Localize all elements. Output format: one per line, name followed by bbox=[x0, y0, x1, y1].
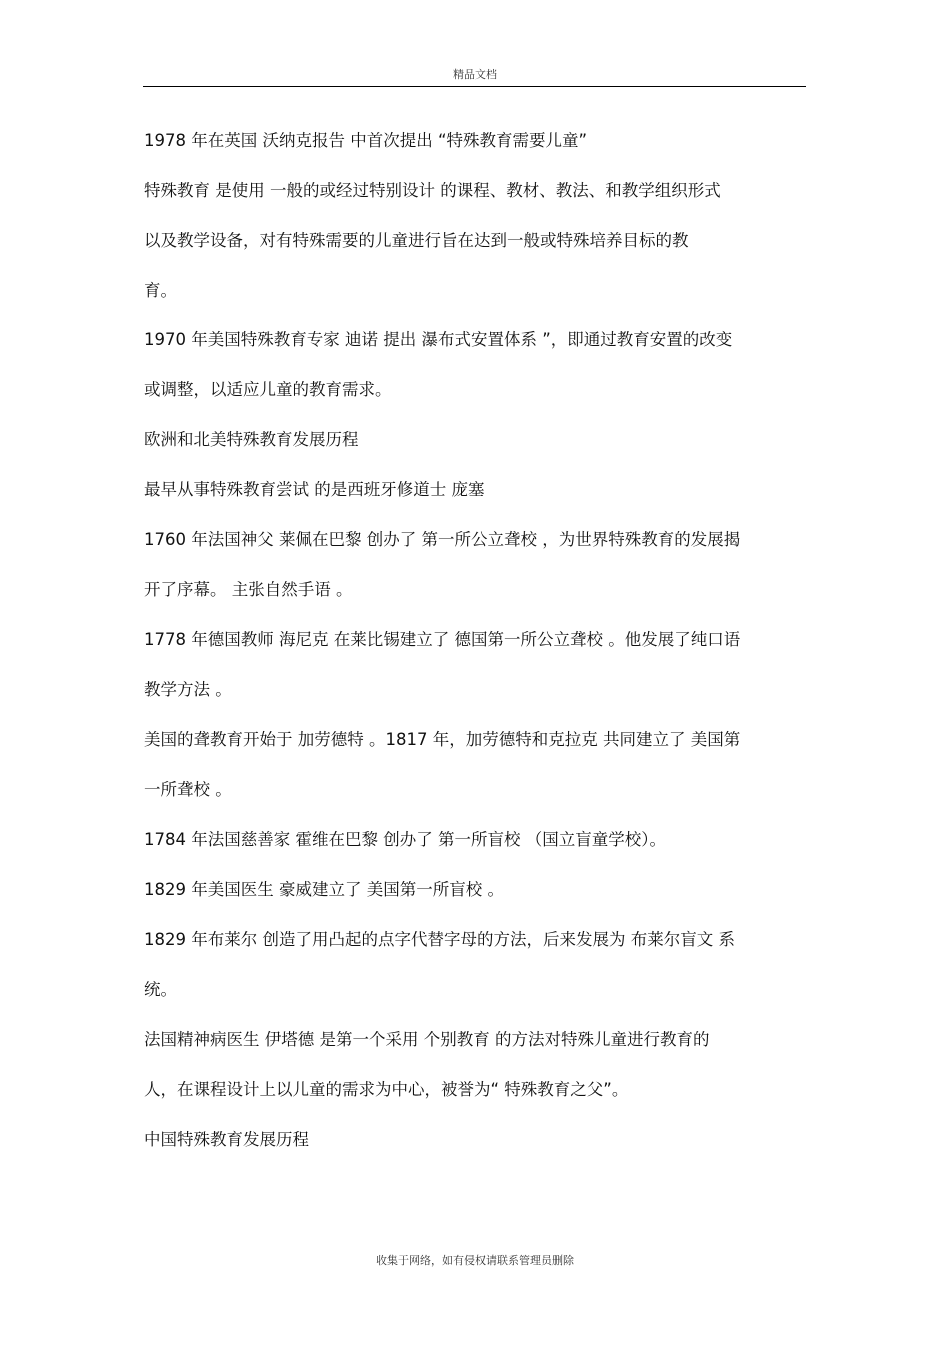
paragraph-line: 法国精神病医生 伊塔德 是第一个采用 个别教育 的方法对特殊儿童进行教育的 bbox=[144, 1030, 710, 1049]
header-divider bbox=[143, 86, 806, 87]
paragraph-line: 人，在课程设计上以儿童的需求为中心，被誉为“ 特殊教育之父”。 bbox=[144, 1080, 629, 1099]
paragraph-line: 以及教学设备，对有特殊需要的儿童进行旨在达到一般或特殊培养目标的教 bbox=[144, 231, 689, 250]
paragraph-line: 1829 年美国医生 豪威建立了 美国第一所盲校 。 bbox=[144, 880, 504, 899]
paragraph-line: 育。 bbox=[144, 281, 177, 300]
paragraph-line: 1784 年法国慈善家 霍维在巴黎 创办了 第一所盲校 （国立盲童学校）。 bbox=[144, 830, 666, 849]
paragraph-line: 特殊教育 是使用 一般的或经过特别设计 的课程、教材、教法、和教学组织形式 bbox=[144, 181, 721, 200]
paragraph-line: 或调整，以适应儿童的教育需求。 bbox=[144, 380, 392, 399]
paragraph-line: 开了序幕。 主张自然手语 。 bbox=[144, 580, 353, 599]
section-heading: 欧洲和北美特殊教育发展历程 bbox=[144, 430, 359, 449]
paragraph-line: 1970 年美国特殊教育专家 迪诺 提出 瀑布式安置体系 ”，即通过教育安置的改变 bbox=[144, 330, 733, 349]
section-heading: 中国特殊教育发展历程 bbox=[144, 1130, 309, 1149]
paragraph-line: 一所聋校 。 bbox=[144, 780, 232, 799]
paragraph-line: 教学方法 。 bbox=[144, 680, 232, 699]
paragraph-line: 最早从事特殊教育尝试 的是西班牙修道士 庞塞 bbox=[144, 480, 485, 499]
paragraph-line: 1978 年在英国 沃纳克报告 中首次提出 “特殊教育需要儿童” bbox=[144, 131, 588, 150]
paragraph-line: 统。 bbox=[144, 980, 177, 999]
paragraph-line: 1829 年布莱尔 创造了用凸起的点字代替字母的方法，后来发展为 布莱尔盲文 系 bbox=[144, 930, 735, 949]
page-footer: 收集于网络，如有侵权请联系管理员删除 bbox=[376, 1254, 574, 1267]
paragraph-line: 1760 年法国神父 莱佩在巴黎 创办了 第一所公立聋校 ，为世界特殊教育的发展揭 bbox=[144, 530, 741, 549]
paragraph-line: 美国的聋教育开始于 加劳德特 。1817 年，加劳德特和克拉克 共同建立了 美国第 bbox=[144, 730, 741, 749]
paragraph-line: 1778 年德国教师 海尼克 在莱比锡建立了 德国第一所公立聋校 。他发展了纯口语 bbox=[144, 630, 741, 649]
page-header: 精品文档 bbox=[453, 68, 497, 81]
